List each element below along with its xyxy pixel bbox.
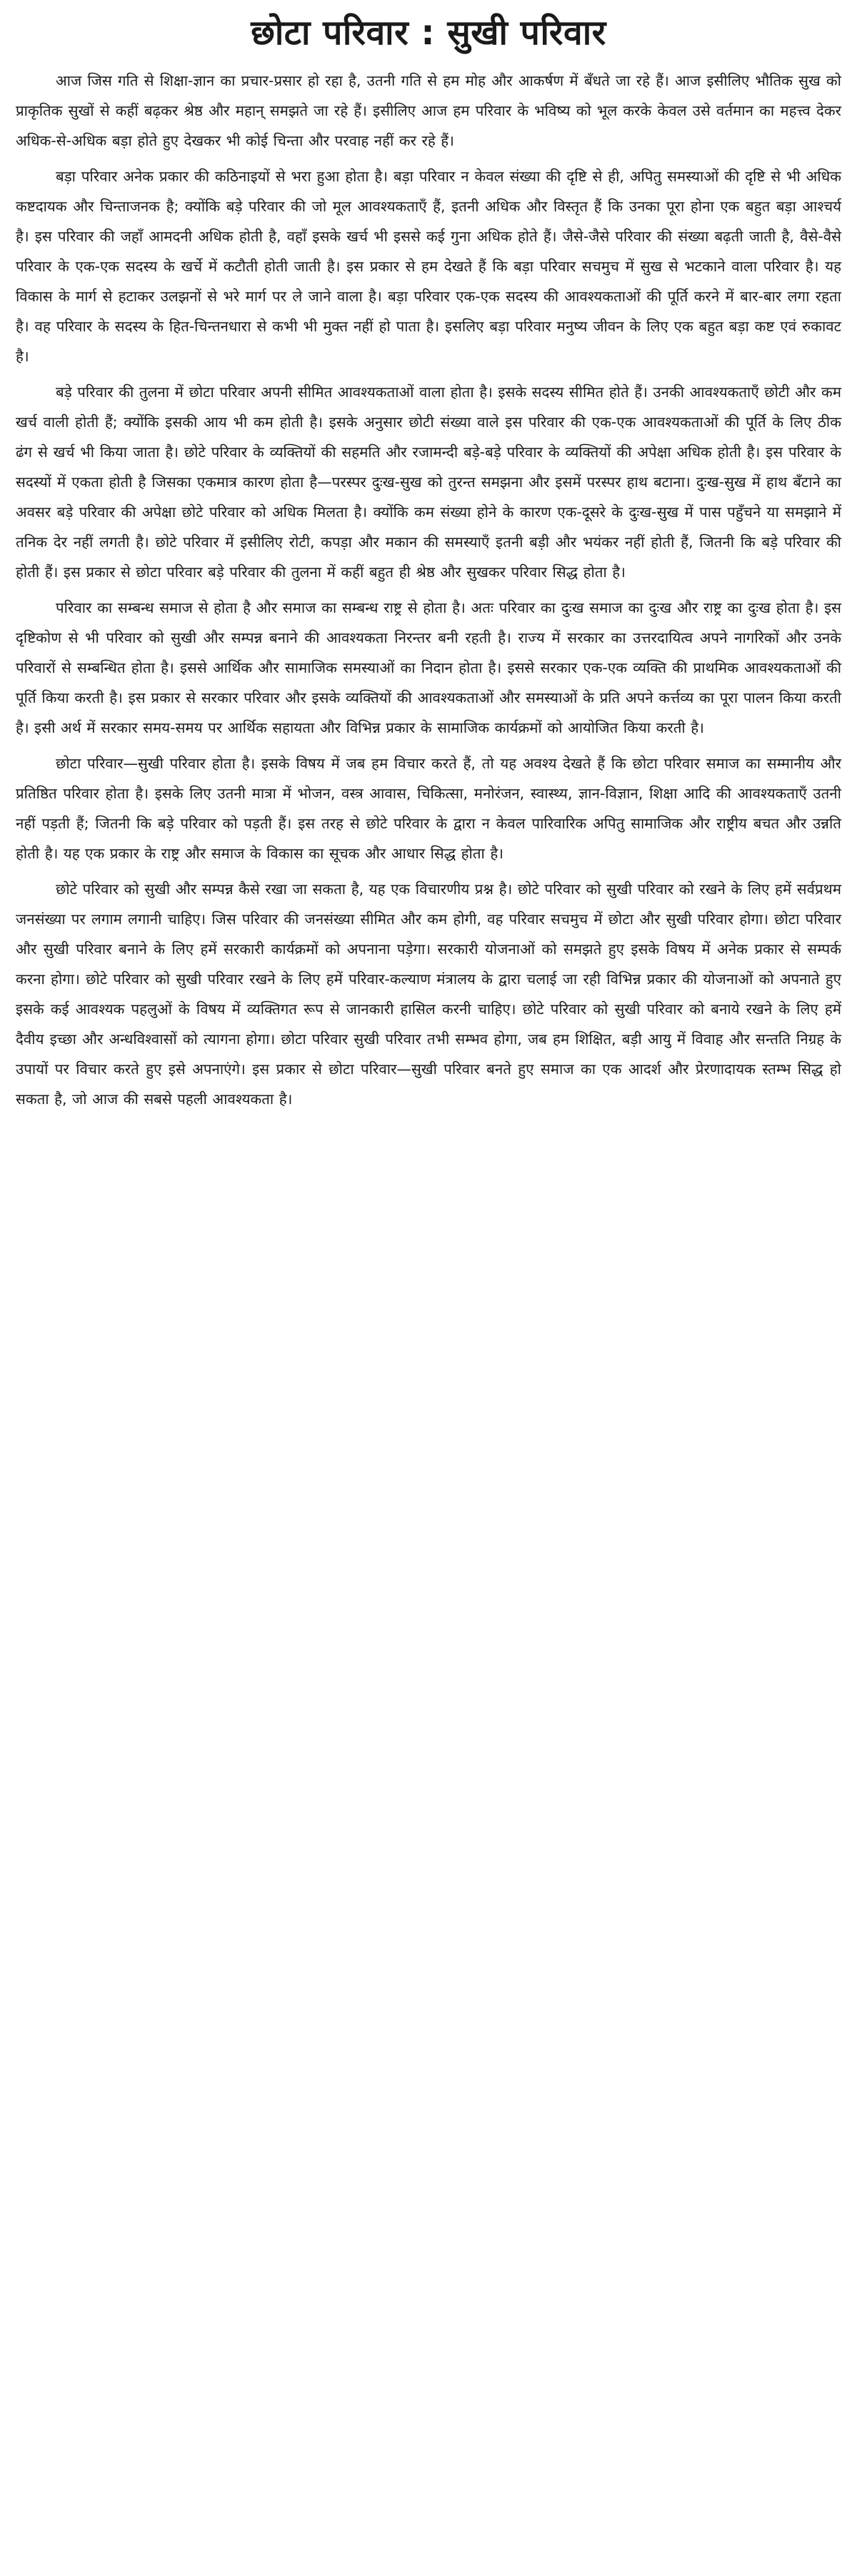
paragraph-4: परिवार का सम्बन्ध समाज से होता है और समाज का सम्बन्ध राष्ट्र से होता है। अतः परिवार का दुःख समाज का दुःख और राष्ट्र का दुःख होता है। इस दृष्टिकोण से भी परिवार को सुखी और सम्पन्न बनाने की आवश्यकता निरन्तर बनी रहती है। राज्य में सरकार का उत्तरदायित्व अपने नागरिकों और उनके परिवारों से सम्बन्धित होता है। इससे आर्थिक और सामाजिक समस्याओं का निदान होता है। इससे सरकार एक-एक व्यक्ति की प्राथमिक आवश्यकताओं की पूर्ति किया करती है। इस प्रकार से सरकार परिवार और इसके व्यक्तियों की आवश्यकताओं और समस्याओं के प्रति अपने कर्त्तव्य का पूरा पालन किया करती है। इसी अर्थ में सरकार समय-समय पर आर्थिक सहायता और विभिन्न प्रकार के सामाजिक कार्यक्रमों को आयोजित किया करती है। xyxy=(16,599,841,736)
paragraph-5: छोटा परिवार—सुखी परिवार होता है। इसके विषय में जब हम विचार करते हैं, तो यह अवश्य देखते हैं कि छोटा परिवार समाज का सम्मानीय और प्रतिष्ठित परिवार होता है। इसके लिए उतनी मात्रा में भोजन, वस्त्र आवास, चिकित्सा, मनोरंजन, स्वास्थ्य, ज्ञान-विज्ञान, शिक्षा आदि की आवश्यकताएँ उतनी नहीं पड़ती हैं; जितनी कि बड़े परिवार को पड़ती हैं। इस तरह से छोटे परिवार के द्वारा न केवल पारिवारिक अपितु सामाजिक और राष्ट्रीय बचत और उन्नति होती है। यह एक प्रकार के राष्ट्र और समाज के विकास का सूचक और आधार सिद्ध होता है। xyxy=(16,755,841,862)
paragraph-2: बड़ा परिवार अनेक प्रकार की कठिनाइयों से भरा हुआ होता है। बड़ा परिवार न केवल संख्या की दृष्टि से ही, अपितु समस्याओं की दृष्टि से भी अधिक कष्टदायक और चिन्ताजनक है; क्योंकि बड़े परिवार की जो मूल आवश्यकताएँ हैं, इतनी अधिक और विस्तृत हैं कि उनका पूरा होना एक बहुत बड़ा आश्चर्य है। इस परिवार की जहाँ आमदनी अधिक होती है, वहाँ इसके खर्च भी इससे कई गुना अधिक होते हैं। जैसे-जैसे परिवार की संख्या बढ़ती जाती है, वैसे-वैसे परिवार के एक-एक सदस्य के खर्चे में कटौती होती जाती है। इस प्रकार से हम देखते हैं कि बड़ा परिवार सचमुच में सुख से भटकाने वाला परिवार है। यह विकास के मार्ग से हटाकर उलझनों से भरे मार्ग पर ले जाने वाला है। बड़ा परिवार एक-एक सदस्य की आवश्यकताओं की पूर्ति करने में बार-बार लगा रहता है। वह परिवार के सदस्य के हित-चिन्तनधारा से कभी भी मुक्त नहीं हो पाता है। इसलिए बड़ा परिवार मनुष्य जीवन के लिए एक बहुत बड़ा कष्ट एवं रुकावट है। xyxy=(16,168,841,365)
paragraph-3: बड़े परिवार की तुलना में छोटा परिवार अपनी सीमित आवश्यकताओं वाला होता है। इसके सदस्य सीमित होते हैं। उनकी आवश्यकताएँ छोटी और कम खर्च वाली होती हैं; क्योंकि इसकी आय भी कम होती है। इसके अनुसार छोटी संख्या वाले इस परिवार की एक-एक आवश्यकताओं की पूर्ति के लिए ठीक ढंग से खर्च भी किया जाता है। छोटे परिवार के व्यक्तियों की सहमति और रजामन्दी बड़े-बड़े परिवार के व्यक्तियों की अपेक्षा अधिक होती है। इस परिवार के सदस्यों में एकता होती है जिसका एकमात्र कारण होता है—परस्पर दुःख-सुख को तुरन्त समझना और इसमें परस्पर हाथ बटाना। दुःख-सुख में हाथ बँटाने का अवसर बड़े परिवार की अपेक्षा छोटे परिवार को अधिक मिलता है। क्योंकि कम संख्या होने के कारण एक-दूसरे के दुःख-सुख में पास पहुँचने या समझाने में तनिक देर नहीं लगती है। छोटे परिवार में इसीलिए रोटी, कपड़ा और मकान की समस्याएँ इतनी बड़ी और भयंकर नहीं होती हैं, जितनी कि बड़े परिवार की होती हैं। इस प्रकार से छोटा परिवार बड़े परिवार की तुलना में कहीं बहुत ही श्रेष्ठ और सुखकर परिवार सिद्ध होता है। xyxy=(16,384,841,581)
paragraph-6: छोटे परिवार को सुखी और सम्पन्न कैसे रखा जा सकता है, यह एक विचारणीय प्रश्न है। छोटे परिवार को सुखी परिवार को रखने के लिए हमें सर्वप्रथम जनसंख्या पर लगाम लगानी चाहिए। जिस परिवार की जनसंख्या सीमित और कम होगी, वह परिवार सचमुच में छोटा और सुखी परिवार होगा। छोटा परिवार और सुखी परिवार बनाने के लिए हमें सरकारी कार्यक्रमों को अपनाना पड़ेगा। सरकारी योजनाओं को समझते हुए इसके विषय में अनेक प्रकार से सम्पर्क करना होगा। छोटे परिवार को सुखी परिवार रखने के लिए हमें परिवार-कल्याण मंत्रालय के द्वारा चलाई जा रही विभिन्न प्रकार की योजनाओं को अपनाते हुए इसके कई आवश्यक पहलुओं के विषय में व्यक्तिगत रूप से जानकारी हासिल करनी चाहिए। छोटे परिवार को सुखी परिवार को बनाये रखने के लिए हमें दैवीय इच्छा और अन्धविश्वासों को त्यागना होगा। छोटा परिवार सुखी परिवार तभी सम्भव होगा, जब हम शिक्षित, बड़ी आयु में विवाह और सन्तति निग्रह के उपायों पर विचार करते हुए इसे अपनाएंगे। इस प्रकार से छोटा परिवार—सुखी परिवार बनते हुए समाज का एक आदर्श और प्रेरणादायक स्तम्भ सिद्ध हो सकता है, जो आज की सबसे पहली आवश्यकता है। xyxy=(16,881,841,1108)
essay-title: छोटा परिवार : सुखी परिवार xyxy=(251,13,606,53)
paragraph-1: आज जिस गति से शिक्षा-ज्ञान का प्रचार-प्रसार हो रहा है, उतनी गति से हम मोह और आकर्षण में बँधते जा रहे हैं। आज इसीलिए भौतिक सुख को प्राकृतिक सुखों से कहीं बढ़कर श्रेष्ठ और महान् समझते जा रहे हैं। इसीलिए आज हम परिवार के भविष्य को भूल करके केवल उसे वर्तमान का महत्त्व देकर अधिक-से-अधिक बड़ा होते हुए देखकर भी कोई चिन्ता और परवाह नहीं कर रहे हैं। xyxy=(16,72,841,149)
